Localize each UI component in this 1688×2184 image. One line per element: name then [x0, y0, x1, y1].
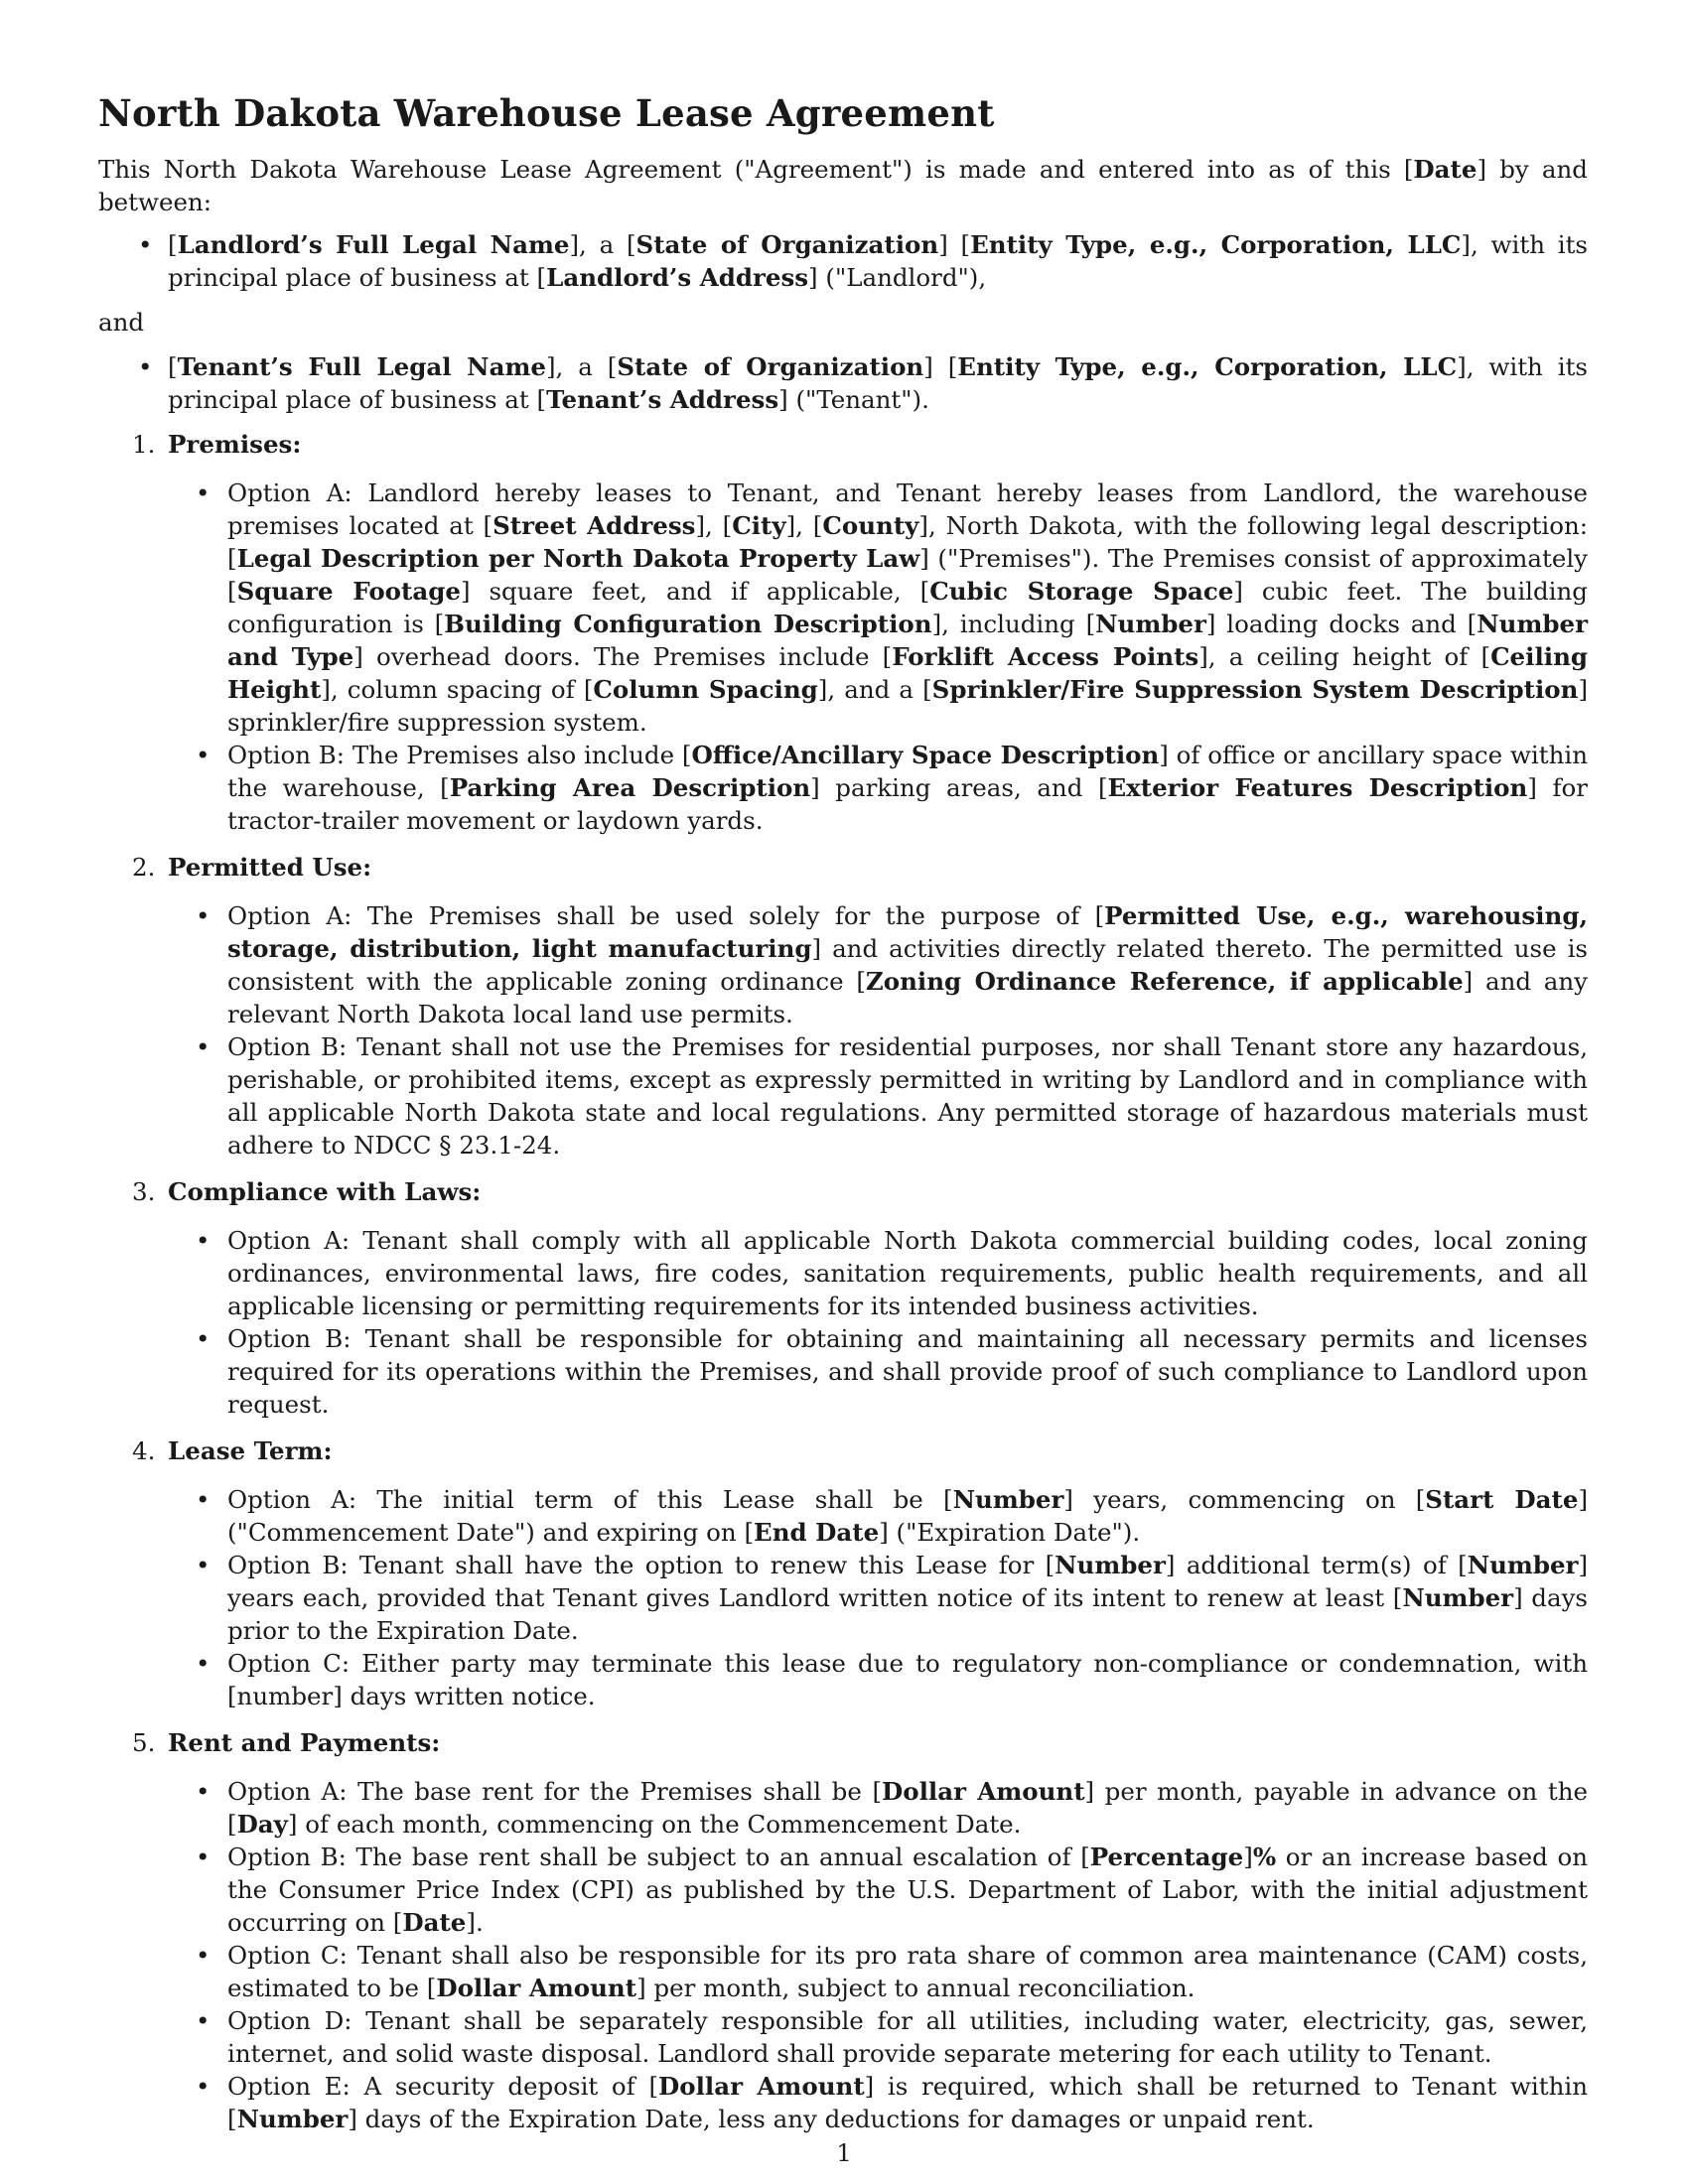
section-compliance [98, 1175, 1588, 1421]
options-list [168, 477, 1588, 837]
parties-list-tenant [98, 350, 1588, 416]
option-item: • Option A: The initial term of this Lease shall be [Number] years, commencing on [Start Date] ("Commencement Date") and expiring on [End Date] ("Expiration Date"). [168, 1483, 1588, 1549]
option-item: • Option A: Landlord hereby leases to Tenant, and Tenant hereby leases from Landlord, the warehouse premises located at [Street Address], [City], [County], North Dakota, with the following legal description: [Legal Description per North Dakota Property Law] ("Premises"). The Premises consist of approximately [Square Footage] square feet, and if applicable, [Cubic Storage Space] cubic feet. The building configuration is [Building Configuration Description], including [Number] loading docks and [Number and Type] overhead doors. The Premises include [Forklift Access Points], a ceiling height of [Ceiling Height], column spacing of [Column Spacing], and a [Sprinkler/Fire Suppression System Description] sprinkler/fire suppression system. [168, 477, 1588, 739]
parties-list [98, 228, 1588, 294]
section-title: Premises: [168, 430, 302, 459]
section-title: Permitted Use: [168, 853, 372, 882]
option-item: • Option C: Tenant shall also be responsible for its pro rata share of common area maintenance (CAM) costs, estimated to be [Dollar Amount] per month, subject to annual reconciliation. [168, 1939, 1588, 2004]
option-item: • Option B: Tenant shall have the option to renew this Lease for [Number] additional term(s) of [Number] years each, provided that Tenant gives Landlord written notice of its intent to renew at least [Number] days prior to the Expiration Date. [168, 1549, 1588, 1647]
options-list [168, 1224, 1588, 1421]
option-item: • Option A: The base rent for the Premises shall be [Dollar Amount] per month, payable in advance on the [Day] of each month, commencing on the Commencement Date. [168, 1775, 1588, 1841]
option-item: • Option E: A security deposit of [Dollar Amount] is required, which shall be returned to Tenant within [Number] days of the Expiration Date, less any deductions for damages or unpaid rent. [168, 2070, 1588, 2135]
option-item: • Option B: The Premises also include [Office/Ancillary Space Description] of office or ancillary space within the warehouse, [Parking Area Description] parking areas, and [Exterior Features Description] for tractor-trailer movement or laydown yards. [168, 739, 1588, 837]
section-title: Rent and Payments: [168, 1728, 441, 1757]
options-list [168, 1775, 1588, 2135]
party-tenant: • [Tenant’s Full Legal Name], a [State of Organization] [Entity Type, e.g., Corporation, LLC], with its principal place of business at [Tenant’s Address] ("Tenant"). [98, 350, 1588, 416]
section-permitted-use [98, 851, 1588, 1161]
option-item: • Option B: Tenant shall be responsible for obtaining and maintaining all necessary permits and licenses required for its operations within the Premises, and shall provide proof of such compliance to Landlord upon request. [168, 1322, 1588, 1421]
section-number: 3. [132, 1177, 156, 1206]
document-page [98, 79, 1588, 2149]
section-number: 4. [132, 1436, 156, 1465]
intro-paragraph: This North Dakota Warehouse Lease Agreement ("Agreement") is made and entered into as of this [Date] by and between: [98, 155, 1588, 216]
option-item: • Option A: Tenant shall comply with all applicable North Dakota commercial building codes, local zoning ordinances, environmental laws, fire codes, sanitation requirements, public health requirements, and all applicable licensing or permitting requirements for its intended business activities. [168, 1224, 1588, 1322]
party-landlord: • [Landlord’s Full Legal Name], a [State of Organization] [Entity Type, e.g., Corporation, LLC], with its principal place of business at [Landlord’s Address] ("Landlord"), [98, 228, 1588, 294]
section-title: Compliance with Laws: [168, 1177, 482, 1206]
option-item: • Option D: Tenant shall be separately responsible for all utilities, including water, electricity, gas, sewer, internet, and solid waste disposal. Landlord shall provide separate metering for each utility to Tenant. [168, 2004, 1588, 2070]
section-lease-term [98, 1434, 1588, 1712]
option-item: • Option B: The base rent shall be subject to an annual escalation of [Percentage]% or an increase based on the Consumer Price Index (CPI) as published by the U.S. Department of Labor, with the initial adjustment occurring on [Date]. [168, 1841, 1588, 1939]
option-item: • Option A: The Premises shall be used solely for the purpose of [Permitted Use, e.g., warehousing, storage, distribution, light manufacturing] and activities directly related thereto. The permitted use is consistent with the applicable zoning ordinance [Zoning Ordinance Reference, if applicable] and any relevant North Dakota local land use permits. [168, 899, 1588, 1030]
section-premises [98, 428, 1588, 837]
sections-list [98, 428, 1588, 2135]
and-connector: and [98, 308, 145, 337]
section-rent-payments [98, 1726, 1588, 2135]
options-list [168, 899, 1588, 1161]
page-number: 1 [836, 2138, 852, 2167]
section-number: 5. [132, 1728, 156, 1757]
option-item: • Option C: Either party may terminate this lease due to regulatory non-compliance or condemnation, with [number] days written notice. [168, 1647, 1588, 1712]
document-title: North Dakota Warehouse Lease Agreement [98, 91, 995, 135]
option-item: • Option B: Tenant shall not use the Premises for residential purposes, nor shall Tenant store any hazardous, perishable, or prohibited items, except as expressly permitted in writing by Landlord and in compliance with all applicable North Dakota state and local regulations. Any permitted storage of hazardous materials must adhere to NDCC § 23.1-24. [168, 1030, 1588, 1161]
section-title: Lease Term: [168, 1436, 333, 1465]
section-number: 1. [132, 430, 156, 459]
options-list [168, 1483, 1588, 1712]
section-number: 2. [132, 853, 156, 882]
